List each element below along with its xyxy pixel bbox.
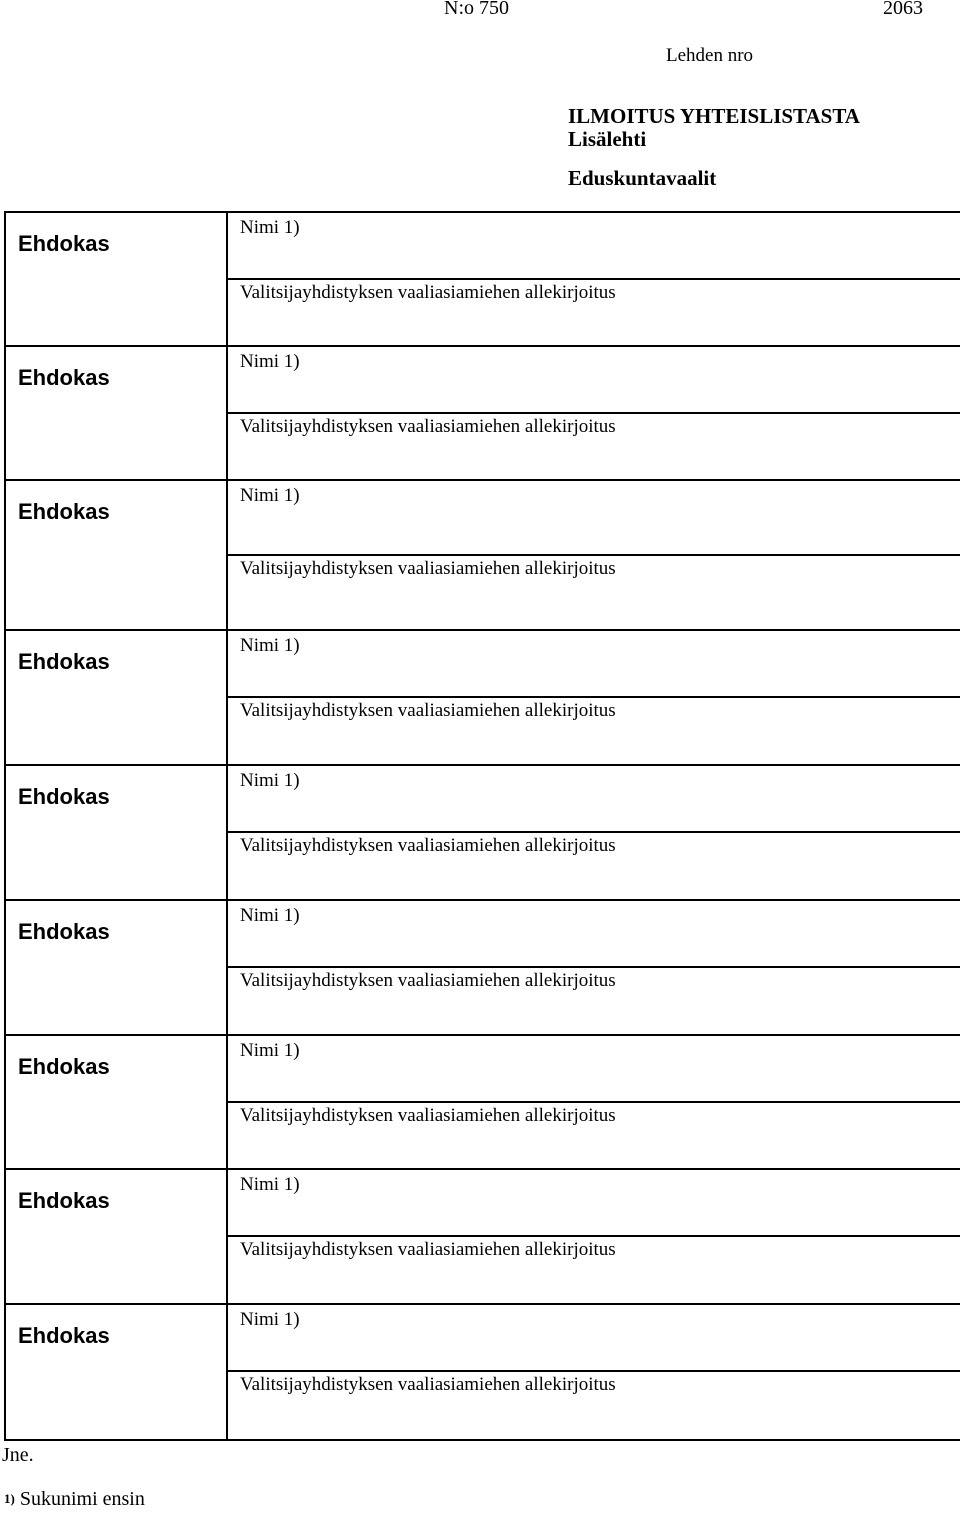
- row-separator: [6, 1034, 960, 1036]
- footnote-text: Sukunimi ensin: [19, 1488, 145, 1510]
- signature-field-label: Valitsijayhdistyksen vaaliasiamiehen allekirjoitus: [240, 416, 616, 437]
- name-signature-divider: [226, 1370, 960, 1372]
- name-signature-divider: [226, 966, 960, 968]
- column-divider: [226, 213, 228, 1439]
- name-field-label: Nimi 1): [240, 217, 300, 238]
- signature-field-label: Valitsijayhdistyksen vaaliasiamiehen allekirjoitus: [240, 1239, 616, 1260]
- election-type: Eduskuntavaalit: [568, 166, 717, 190]
- candidate-label: Ehdokas: [18, 1054, 110, 1079]
- form-subtitle: Lisälehti: [568, 127, 647, 151]
- footnote: [4, 1488, 145, 1511]
- signature-field-label: Valitsijayhdistyksen vaaliasiamiehen allekirjoitus: [240, 835, 616, 856]
- candidate-label: Ehdokas: [18, 1323, 110, 1348]
- name-field-label: Nimi 1): [240, 485, 300, 506]
- candidate-label: Ehdokas: [18, 499, 110, 524]
- row-separator: [6, 1168, 960, 1170]
- candidate-label: Ehdokas: [18, 919, 110, 944]
- signature-field-label: Valitsijayhdistyksen vaaliasiamiehen allekirjoitus: [240, 700, 616, 721]
- name-signature-divider: [226, 554, 960, 556]
- name-field-label: Nimi 1): [240, 770, 300, 791]
- signature-field-label: Valitsijayhdistyksen vaaliasiamiehen allekirjoitus: [240, 558, 616, 579]
- signature-field-label: Valitsijayhdistyksen vaaliasiamiehen allekirjoitus: [240, 1105, 616, 1126]
- name-field-label: Nimi 1): [240, 1174, 300, 1195]
- sheet-number-label: Lehden nro: [666, 45, 754, 66]
- row-separator: [6, 479, 960, 481]
- row-separator: [6, 899, 960, 901]
- continuation-note: Jne.: [2, 1444, 34, 1466]
- signature-field-label: Valitsijayhdistyksen vaaliasiamiehen allekirjoitus: [240, 970, 616, 991]
- candidate-label: Ehdokas: [18, 1188, 110, 1213]
- name-field-label: Nimi 1): [240, 1309, 300, 1330]
- name-signature-divider: [226, 831, 960, 833]
- name-signature-divider: [226, 278, 960, 280]
- candidate-table: [4, 211, 960, 1441]
- signature-field-label: Valitsijayhdistyksen vaaliasiamiehen allekirjoitus: [240, 282, 616, 303]
- name-field-label: Nimi 1): [240, 635, 300, 656]
- signature-field-label: Valitsijayhdistyksen vaaliasiamiehen allekirjoitus: [240, 1374, 616, 1395]
- row-separator: [6, 1303, 960, 1305]
- name-signature-divider: [226, 696, 960, 698]
- row-separator: [6, 764, 960, 766]
- row-separator: [6, 629, 960, 631]
- candidate-label: Ehdokas: [18, 231, 110, 256]
- page-number: 2063: [883, 0, 923, 19]
- candidate-label: Ehdokas: [18, 365, 110, 390]
- footnote-marker: 1): [4, 1491, 15, 1506]
- form-title: ILMOITUS YHTEISLISTASTA: [568, 104, 860, 128]
- name-signature-divider: [226, 1101, 960, 1103]
- name-field-label: Nimi 1): [240, 1040, 300, 1061]
- row-separator: [6, 345, 960, 347]
- candidate-label: Ehdokas: [18, 649, 110, 674]
- name-field-label: Nimi 1): [240, 351, 300, 372]
- issue-number: N:o 750: [444, 0, 509, 19]
- name-field-label: Nimi 1): [240, 905, 300, 926]
- name-signature-divider: [226, 412, 960, 414]
- name-signature-divider: [226, 1235, 960, 1237]
- candidate-label: Ehdokas: [18, 784, 110, 809]
